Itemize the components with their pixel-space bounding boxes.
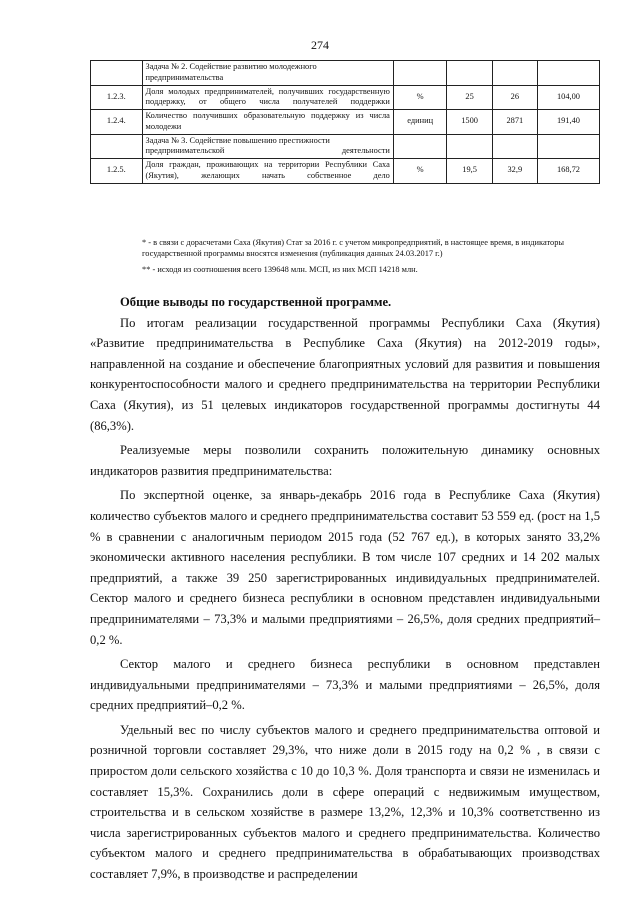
table-row bbox=[91, 134, 600, 159]
paragraph: Удельный вес по числу субъектов малого и среднего предпринимательства оптовой и розничной торговли составляет 29,3%, что ниже доли в 2015 году на 0,2 % , в связи с приростом доли сельского хозяйства с 10 до 10,3 %. Доля транспорта и связи не изменилась и составляет 15,3%. Сохранились доли в сфере операций с недвижимым имуществом, строительства и в сельском хозяйстве в размере 13,2%, 12,3% и 10,3% соответственно из числа зарегистрированных субъектов малого и среднего предпринимательства. Количество субъектом малого и среднего предпринимательства в обрабатывающих производствах составляет 7,9%, в производстве и распределении bbox=[90, 722, 600, 882]
table-cell bbox=[91, 134, 143, 159]
task-cell: Задача № 2. Содействие развитию молодежного предпринимательства bbox=[142, 61, 393, 86]
indicator-planned: 1500 bbox=[447, 110, 492, 135]
table-cell bbox=[91, 61, 143, 86]
indicator-planned: 19,5 bbox=[447, 159, 492, 184]
indicator-percent: 104,00 bbox=[537, 85, 599, 110]
table-cell bbox=[492, 134, 537, 159]
table-cell bbox=[393, 61, 447, 86]
indicator-number: 1.2.5. bbox=[91, 159, 143, 184]
indicator-actual: 2871 bbox=[492, 110, 537, 135]
table-cell bbox=[393, 134, 447, 159]
indicator-number: 1.2.3. bbox=[91, 85, 143, 110]
footnote-1: * - в связи с дорасчетами Саха (Якутия) Стат за 2016 г. с учетом микропредприятий, в настоящее время, в индикаторы государственной программы вносятся изменения (публикация данных 24.03.2017 г.) bbox=[142, 238, 565, 258]
indicator-number: 1.2.4. bbox=[91, 110, 143, 135]
paragraph: По экспертной оценке, за январь-декабрь 2016 года в Республике Саха (Якутия) количество субъектов малого и среднего предпринимательства составит 53 559 ед. (рост на 1,5 % в сравнении с аналогичным периодом 2015 года (52 767 ед.), в которых занято 33,2% экономически активного населения республики. В том числе 107 средних и 14 202 малых предприятий, а также 39 250 зарегистрированных индивидуальных предпринимателей. Сектор малого и среднего бизнеса республики в основном представлен индивидуальными предпринимателями – 73,3% и малыми предприятиями – 26,5%, доля средних предприятий– 0,2 %. bbox=[90, 488, 600, 647]
table-row bbox=[91, 85, 600, 110]
table-row bbox=[91, 110, 600, 135]
indicator-percent: 191,40 bbox=[537, 110, 599, 135]
paragraph: По итогам реализации государственной программы Республики Саха (Якутия) «Развитие предпринимательства в Республике Саха (Якутия) на 2012-2019 годы», направленной на создание и обеспечение благоприятных условий для развития и повышения конкурентоспособности малого и среднего предпринимательства на территории Республики Саха (Якутия), из 51 целевых индикаторов государственной программы достигнуты 44 (86,3%). bbox=[90, 315, 600, 433]
body-text bbox=[90, 292, 600, 885]
table-cell bbox=[537, 134, 599, 159]
table-row bbox=[91, 61, 600, 86]
indicator-description: Количество получивших образовательную поддержку из числа молодежи bbox=[142, 110, 393, 135]
table-cell bbox=[447, 134, 492, 159]
paragraph: Реализуемые меры позволили сохранить положительную динамику основных индикаторов развития предпринимательства: bbox=[90, 443, 600, 478]
indicator-planned: 25 bbox=[447, 85, 492, 110]
footnote-2: ** - исходя из соотношения всего 139648 млн. МСП, из них МСП 14218 млн. bbox=[142, 264, 418, 274]
footnotes bbox=[142, 238, 600, 281]
indicator-unit: % bbox=[393, 85, 447, 110]
indicator-actual: 26 bbox=[492, 85, 537, 110]
task-cell: Задача № 3. Содействие повышению престижности предпринимательской деятельности bbox=[142, 134, 393, 159]
indicator-unit: % bbox=[393, 159, 447, 184]
table-cell bbox=[537, 61, 599, 86]
table-cell bbox=[447, 61, 492, 86]
table-cell bbox=[492, 61, 537, 86]
indicator-percent: 168,72 bbox=[537, 159, 599, 184]
indicator-unit: единиц bbox=[393, 110, 447, 135]
indicators-table bbox=[90, 60, 600, 184]
indicator-description: Доля молодых предпринимателей, получивших государственную поддержку, от общего числа получателей поддержки bbox=[142, 85, 393, 110]
paragraph: Сектор малого и среднего бизнеса республики в основном представлен индивидуальными предпринимателями – 73,3% и малыми предприятиями – 26,5%, доля средних предприятий–0,2 %. bbox=[90, 657, 600, 713]
indicator-actual: 32,9 bbox=[492, 159, 537, 184]
indicator-description: Доля граждан, проживающих на территории Республики Саха (Якутия), желающих начать собственное дело bbox=[142, 159, 393, 184]
section-heading: Общие выводы по государственной программе. bbox=[120, 295, 392, 309]
page-number: 274 bbox=[311, 38, 329, 52]
table-row bbox=[91, 159, 600, 184]
